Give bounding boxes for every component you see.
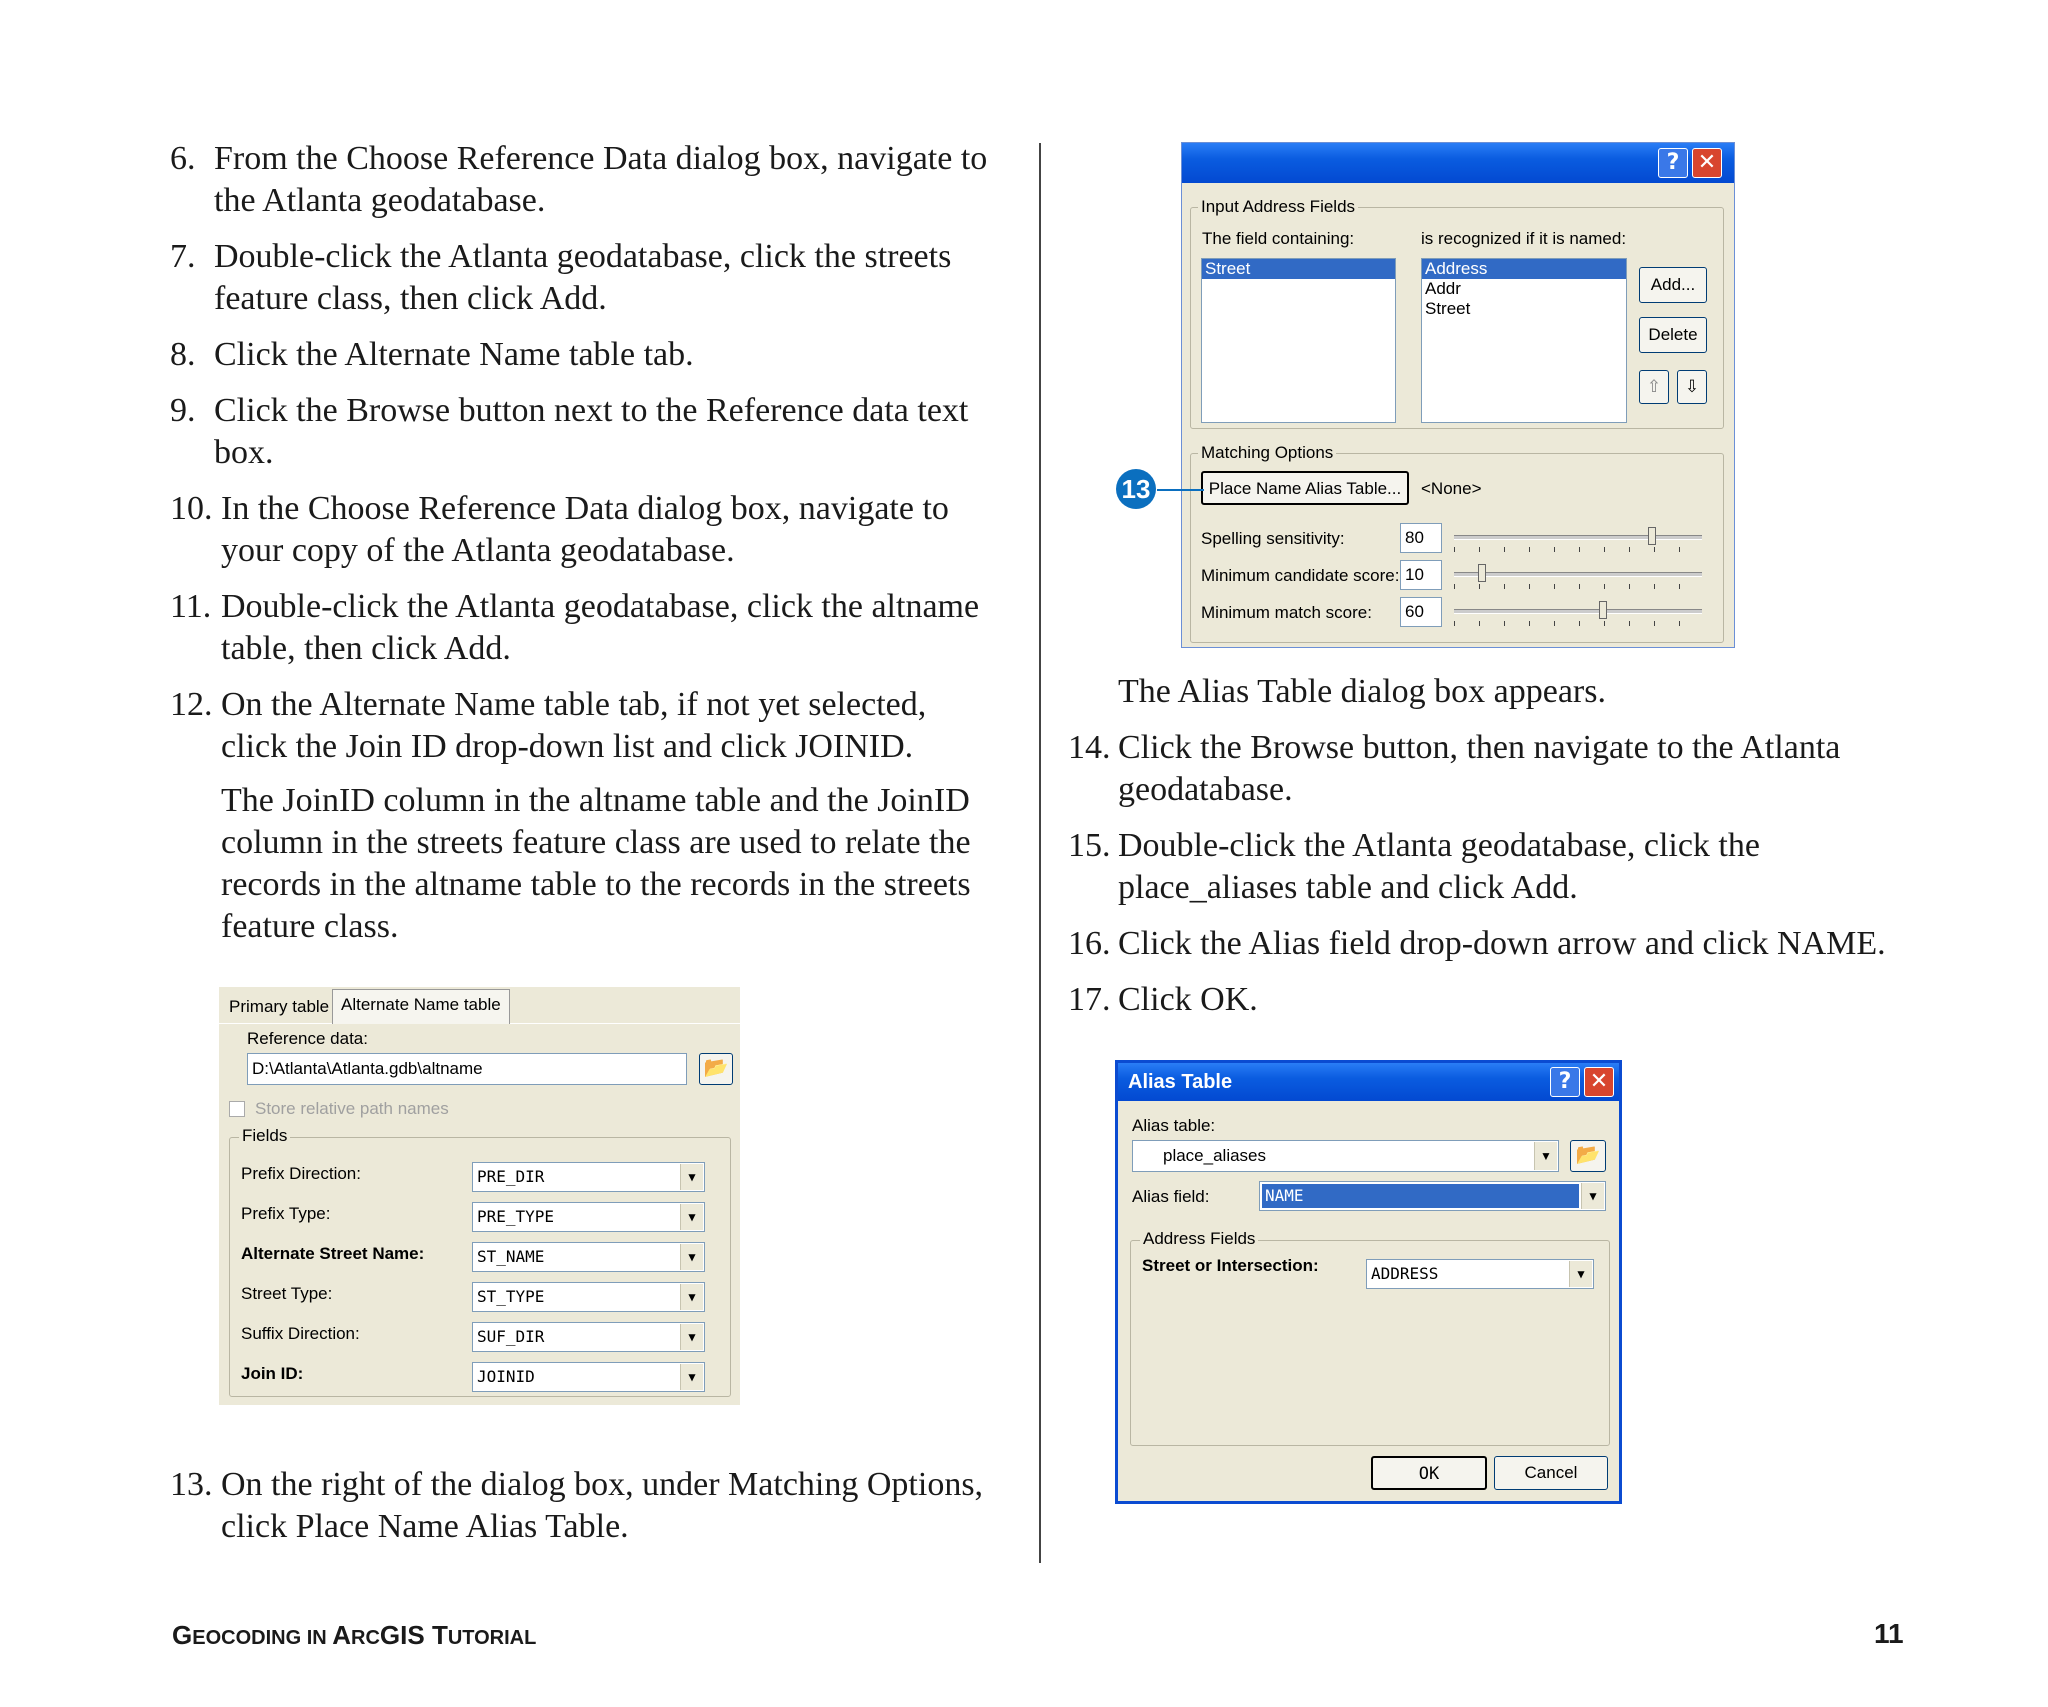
field-value: PRE_TYPE: [477, 1207, 555, 1226]
list-item[interactable]: Street: [1425, 299, 1471, 318]
chevron-down-icon[interactable]: ▼: [680, 1364, 703, 1390]
alias-field-select[interactable]: [1259, 1181, 1606, 1211]
step-text: [221, 1464, 983, 1548]
step-text: [214, 138, 987, 222]
step-line: your copy of the Atlanta geodatabase.: [221, 532, 735, 569]
field-value: ST_NAME: [477, 1247, 545, 1266]
footer-title-part: A: [332, 1620, 352, 1650]
footer-title-part: RC: [351, 1627, 380, 1649]
slider-track: [1454, 535, 1702, 540]
step-number: 17.: [1068, 981, 1111, 1018]
chevron-down-icon[interactable]: ▼: [1581, 1183, 1604, 1209]
step-line: Double-click the Atlanta geodatabase, click the altname: [221, 588, 980, 625]
step-line: click Place Name Alias Table.: [221, 1508, 629, 1545]
field-label: Join ID:: [241, 1364, 304, 1383]
alias-table-value: place_aliases: [1163, 1146, 1267, 1165]
list-item[interactable]: Street: [1202, 259, 1395, 279]
step-12-note: [221, 780, 1021, 948]
field-label: Street Type:: [241, 1284, 333, 1303]
chevron-down-icon[interactable]: ▼: [680, 1164, 703, 1190]
footer-title: [172, 1620, 536, 1651]
field-label: Suffix Direction:: [241, 1324, 360, 1343]
footer-title-part: T: [431, 1620, 448, 1650]
step-line: geodatabase.: [1118, 771, 1293, 808]
step-number: 13.: [170, 1466, 213, 1503]
recognized-names-list[interactable]: [1421, 258, 1627, 423]
input-address-fields-label: Input Address Fields: [1198, 197, 1358, 217]
arrow-up-icon: ⇧: [1646, 377, 1662, 396]
close-icon[interactable]: ✕: [1584, 1067, 1614, 1097]
slider-label: Minimum candidate score:: [1201, 566, 1400, 585]
step-text: [221, 586, 979, 670]
alias-table-label: Alias table:: [1132, 1116, 1216, 1135]
step-line: the Atlanta geodatabase.: [214, 182, 546, 219]
slider-label: Minimum match score:: [1201, 603, 1372, 622]
alias-table-dialog: [1115, 1060, 1622, 1504]
move-up-button[interactable]: [1639, 370, 1669, 404]
note-line: feature class.: [221, 908, 399, 945]
field-containing-label: The field containing:: [1202, 229, 1355, 248]
alternate-name-dialog: [219, 987, 740, 1405]
field-label: Prefix Direction:: [241, 1164, 361, 1183]
note-line: records in the altname table to the records in the streets: [221, 866, 971, 903]
field-select[interactable]: [472, 1242, 705, 1272]
field-value: PRE_DIR: [477, 1167, 545, 1186]
street-intersection-select[interactable]: [1366, 1259, 1594, 1289]
store-relative-checkbox[interactable]: [229, 1101, 245, 1117]
slider-ticks: [1454, 584, 1702, 589]
slider[interactable]: [1454, 527, 1702, 553]
slider-value-input[interactable]: 10: [1400, 560, 1442, 590]
close-icon[interactable]: ✕: [1692, 148, 1722, 178]
step-number: 11.: [170, 588, 212, 625]
fields-group-label: Fields: [239, 1126, 290, 1146]
alias-field-label: Alias field:: [1132, 1187, 1210, 1206]
step-line: feature class, then click Add.: [214, 280, 607, 317]
step-line: Click the Browse button, then navigate to the Atlanta: [1118, 729, 1841, 766]
step-number: 14.: [1068, 729, 1111, 766]
step-number: 16.: [1068, 925, 1111, 962]
slider-ticks: [1454, 621, 1702, 626]
step-number: 7.: [170, 238, 196, 275]
reference-data-label: Reference data:: [247, 1029, 368, 1048]
help-icon[interactable]: ?: [1550, 1067, 1580, 1097]
slider-value-input[interactable]: 60: [1400, 597, 1442, 627]
field-select[interactable]: [472, 1322, 705, 1352]
place-name-alias-table-button[interactable]: Place Name Alias Table...: [1201, 471, 1409, 505]
slider-thumb[interactable]: [1648, 527, 1656, 545]
step-text: [1118, 825, 1760, 909]
step-text: [1118, 979, 1258, 1021]
alias-field-value: NAME: [1262, 1184, 1579, 1208]
tab-alternate-name-table[interactable]: Alternate Name table: [332, 989, 510, 1024]
address-fields-label: Address Fields: [1140, 1229, 1258, 1249]
reference-data-input[interactable]: D:\Atlanta\Atlanta.gdb\altname: [247, 1053, 687, 1085]
list-item[interactable]: Address: [1422, 259, 1626, 279]
browse-button[interactable]: [699, 1053, 733, 1085]
slider-track: [1454, 572, 1702, 577]
recognized-label: is recognized if it is named:: [1421, 229, 1627, 248]
step-line: Double-click the Atlanta geodatabase, click the streets: [214, 238, 952, 275]
field-select[interactable]: [472, 1202, 705, 1232]
slider-track: [1454, 609, 1702, 614]
step-text: [221, 488, 949, 572]
step-number: 12.: [170, 686, 213, 723]
step-line: Click the Alternate Name table tab.: [214, 336, 694, 373]
matching-options-label: Matching Options: [1198, 443, 1336, 463]
slider-label: Spelling sensitivity:: [1201, 529, 1345, 548]
field-label: Prefix Type:: [241, 1204, 331, 1223]
slider[interactable]: [1454, 601, 1702, 627]
callout-13: 13: [1116, 469, 1156, 509]
cancel-button[interactable]: Cancel: [1494, 1456, 1608, 1490]
open-folder-icon: 📂: [703, 1057, 729, 1079]
browse-button[interactable]: [1570, 1140, 1606, 1172]
add-button[interactable]: Add...: [1639, 267, 1707, 303]
slider-thumb[interactable]: [1599, 601, 1607, 619]
arrow-down-icon: ⇩: [1684, 377, 1700, 396]
title-bar: [1118, 1063, 1619, 1101]
field-containing-list[interactable]: [1201, 258, 1396, 423]
step-text: [1118, 727, 1840, 811]
step-line: On the Alternate Name table tab, if not yet selected,: [221, 686, 927, 723]
open-folder-icon: 📂: [1575, 1144, 1601, 1166]
step-line: Click the Browse button next to the Reference data text: [214, 392, 969, 429]
store-relative-label: Store relative path names: [255, 1099, 449, 1118]
step-number: 10.: [170, 490, 213, 527]
step-line: Click the Alias field drop-down arrow and click NAME.: [1118, 925, 1886, 962]
step-text: [214, 334, 694, 376]
chevron-down-icon[interactable]: ▼: [1569, 1261, 1592, 1287]
footer-title-part: GIS: [379, 1620, 432, 1650]
callout-line: [1157, 489, 1204, 491]
tab-primary-table[interactable]: Primary table: [229, 997, 330, 1016]
chevron-down-icon[interactable]: ▼: [680, 1324, 703, 1350]
step-line: table, then click Add.: [221, 630, 511, 667]
note-line: column in the streets feature class are used to relate the: [221, 824, 971, 861]
step-number: 6.: [170, 140, 196, 177]
slider[interactable]: [1454, 564, 1702, 590]
chevron-down-icon[interactable]: ▼: [680, 1204, 703, 1230]
title-bar: [1182, 143, 1734, 183]
step-line: On the right of the dialog box, under Matching Options,: [221, 1466, 984, 1503]
footer-title-part: UTORIAL: [447, 1627, 537, 1649]
note-line: The JoinID column in the altname table and the JoinID: [221, 782, 970, 819]
field-label: Alternate Street Name:: [241, 1244, 425, 1263]
slider-value-input[interactable]: 80: [1400, 523, 1442, 553]
chevron-down-icon[interactable]: ▼: [680, 1244, 703, 1270]
step-number: 8.: [170, 336, 196, 373]
step-number: 15.: [1068, 827, 1111, 864]
page-number: 11: [1874, 1618, 1904, 1649]
chevron-down-icon[interactable]: ▼: [1534, 1142, 1557, 1170]
field-select[interactable]: [472, 1362, 705, 1392]
slider-thumb[interactable]: [1478, 564, 1486, 582]
chevron-down-icon[interactable]: ▼: [680, 1284, 703, 1310]
field-select[interactable]: [472, 1282, 705, 1312]
field-value: ST_TYPE: [477, 1287, 545, 1306]
step-line: From the Choose Reference Data dialog box, navigate to: [214, 140, 988, 177]
step-text: [221, 684, 926, 768]
field-select[interactable]: [472, 1162, 705, 1192]
footer-title-part: G: [172, 1620, 193, 1650]
step-text: [214, 236, 951, 320]
step-number: 9.: [170, 392, 196, 429]
alias-table-select[interactable]: [1132, 1140, 1559, 1172]
alias-table-value: <None>: [1421, 479, 1482, 498]
step-line: Click OK.: [1118, 981, 1258, 1018]
step-line: Double-click the Atlanta geodatabase, click the: [1118, 827, 1760, 864]
address-locator-dialog: [1181, 142, 1735, 648]
slider-ticks: [1454, 547, 1702, 552]
dialog-title: Alias Table: [1128, 1071, 1233, 1093]
street-intersection-label: Street or Intersection:: [1142, 1256, 1319, 1275]
ok-button[interactable]: OK: [1371, 1456, 1487, 1490]
delete-button[interactable]: Delete: [1639, 317, 1707, 353]
step-line: click the Join ID drop-down list and click JOINID.: [221, 728, 914, 765]
column-divider: [1039, 143, 1041, 1563]
street-value: ADDRESS: [1371, 1264, 1439, 1283]
step-line: box.: [214, 434, 274, 471]
step-line: place_aliases table and click Add.: [1118, 869, 1578, 906]
step-text: [1118, 923, 1886, 965]
help-icon[interactable]: ?: [1658, 148, 1688, 178]
step-line: In the Choose Reference Data dialog box, navigate to: [221, 490, 949, 527]
list-item[interactable]: Addr: [1425, 279, 1461, 298]
right-intro: The Alias Table dialog box appears.: [1118, 673, 1606, 710]
step-text: [214, 390, 968, 474]
move-down-button[interactable]: [1677, 370, 1707, 404]
field-value: JOINID: [477, 1367, 535, 1386]
field-value: SUF_DIR: [477, 1327, 545, 1346]
footer-title-part: EOCODING IN: [192, 1627, 333, 1649]
